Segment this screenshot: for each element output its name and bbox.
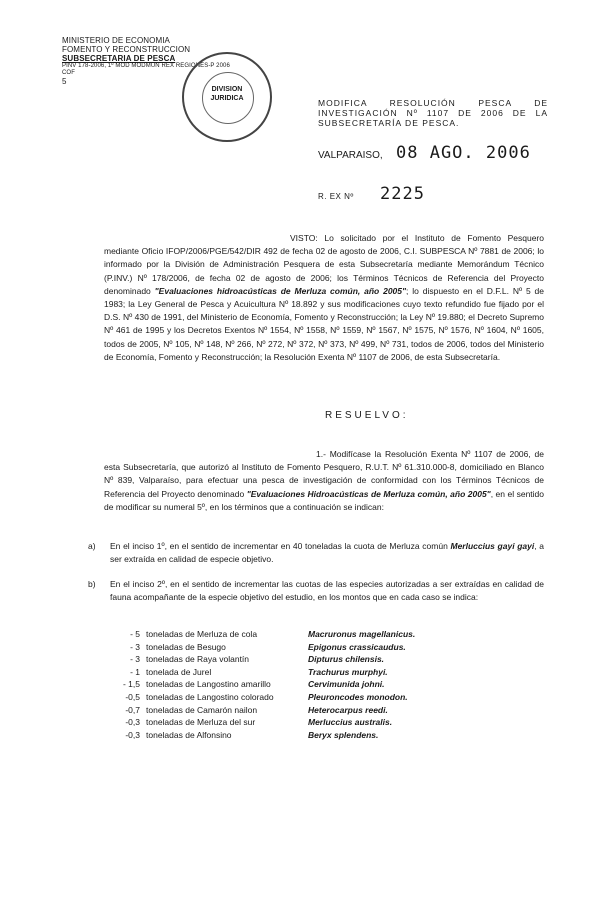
species-row	[118, 653, 558, 666]
article-text-2: , en el sentido de modificar su numeral 5º, en los términos que a continuación se indican:	[104, 488, 544, 512]
species-common-name: toneladas de Camarón nailon	[146, 704, 258, 715]
species-qty: - 3	[130, 641, 140, 652]
place-label: VALPARAISO,	[318, 150, 383, 161]
rex-number: 2225	[380, 184, 425, 204]
item-a-text-2: , a ser extraída en calidad de especie objetivo.	[110, 541, 545, 564]
species-scientific-name: Macruronus magellanicus.	[308, 629, 416, 639]
item-a-species: Merluccius gayi gayi	[450, 541, 535, 551]
file-reference-2: COF	[62, 70, 75, 76]
species-qty: -0,5	[125, 691, 140, 702]
species-scientific-name: Cervimunida johni.	[308, 679, 385, 690]
species-scientific-name: Heterocarpus reedi.	[308, 704, 388, 715]
species-common-name: tonelada de Jurel	[146, 666, 212, 677]
species-row	[118, 628, 558, 641]
species-row	[118, 666, 558, 679]
rex-label: R. EX Nº	[318, 192, 354, 201]
item-b-label: b)	[88, 579, 96, 589]
species-common-name: toneladas de Raya volantín	[146, 654, 250, 665]
resuelvo-heading: RESUELVO:	[325, 410, 409, 421]
species-common-name: toneladas de Langostino colorado	[146, 691, 274, 702]
species-qty: - 1,5	[122, 679, 140, 690]
species-common-name: toneladas de Merluza de cola	[146, 629, 258, 639]
species-row	[118, 641, 558, 654]
species-qty: - 5	[130, 629, 140, 639]
item-b-text: En el inciso 2º, en el sentido de incrementar las cuotas de las especies autorizadas a ser extraídas en calidad de fauna acompañante de la especie objetivo del estudio, en los montos que en cada caso se indica:	[110, 579, 544, 602]
species-quota-list	[118, 628, 558, 741]
item-a-label: a)	[88, 541, 96, 551]
file-reference-3: 5	[62, 77, 67, 86]
species-scientific-name: Pleuroncodes monodon.	[308, 691, 408, 702]
item-b	[88, 578, 544, 603]
item-a-text-1: En el inciso 1º, en el sentido de incrementar en 40 toneladas la cuota de Merluza común	[110, 541, 451, 551]
species-row	[118, 716, 558, 729]
file-reference: PINV 178-2006, 1º MOD MODMUN REX REGIONES-P 2006	[62, 63, 230, 69]
species-scientific-name: Trachurus murphyi.	[308, 666, 388, 677]
species-qty: -0,3	[125, 717, 140, 728]
stamp-text-2: JURIDICA	[210, 95, 244, 102]
ministry-line-2: FOMENTO Y RECONSTRUCCION	[62, 45, 191, 54]
visto-text-2: ; lo dispuesto en el D.F.L. Nº 5 de 1983; la Ley General de Pesca y Acuicultura Nº 18.892 y sus modificaciones cuyo texto refundido fue fijado por el D.S. Nº 430 de 1991, del Ministerio de Economía, Fomento y Reconstrucción; la Ley Nº 19.880; el Decreto Supremo Nº 461 de 1995 y los Decretos Exentos Nº 1554, Nº 1558, Nº 1559, Nº 1567, Nº 1575, Nº 1576, Nº 1604, Nº 1605, todos de 2005, Nº 105, Nº 148, Nº 266, Nº 272, Nº 372, Nº 373, Nº 499, Nº 731, todos de 2006, todos del Ministerio de Economía, Fomento y Reconstrucción; la Resolución Exenta Nº 1107 de 2006, de esta Subsecretaría.	[104, 285, 544, 362]
species-common-name: toneladas de Alfonsino	[146, 729, 232, 740]
species-scientific-name: Merluccius australis.	[308, 717, 393, 728]
species-row	[118, 729, 558, 742]
species-common-name: toneladas de Langostino amarillo	[146, 679, 271, 690]
species-row	[118, 678, 558, 691]
species-qty: -0,7	[125, 704, 140, 715]
species-scientific-name: Epigonus crassicaudus.	[308, 641, 406, 652]
resolution-date: 08 AGO. 2006	[396, 143, 531, 163]
species-qty: -0,3	[125, 729, 140, 740]
species-common-name: toneladas de Merluza del sur	[146, 717, 256, 728]
resolution-title: MODIFICA RESOLUCIÓN PESCA DE INVESTIGACIÓN Nº 1107 DE 2006 DE LA SUBSECRETARÍA DE PESCA.	[318, 98, 548, 128]
visto-paragraph	[104, 232, 544, 364]
item-a	[88, 540, 545, 565]
stamp-text-1: DIVISION	[211, 86, 243, 93]
article-project-name: "Evaluaciones Hidroacústicas de Merluza común, año 2005"	[246, 488, 491, 499]
species-qty: - 1	[130, 666, 140, 677]
species-row	[118, 691, 558, 704]
ministry-line: MINISTERIO DE ECONOMIA	[62, 36, 170, 45]
visto-text-1: VISTO: Lo solicitado por el Instituto de Fomento Pesquero mediante Oficio IFOP/2006/PGE/542/DIR 492 de fecha 02 de agosto de 2006, C.I. SUBPESCA Nº 7881 de 2006; lo informado por la División de Administración Pesquera de esta Subsecretaría mediante Memorándum Técnico (P.INV.) Nº 178/2006, de fecha 02 de agosto de 2006; los Términos Técnicos de Referencia del Proyecto denominado	[104, 233, 544, 296]
subsecretaria-line: SUBSECRETARIA DE PESCA	[62, 54, 176, 63]
species-scientific-name: Dipturus chilensis.	[308, 654, 385, 665]
species-scientific-name: Beryx splendens.	[308, 729, 379, 740]
article-text-1: 1.- Modifícase la Resolución Exenta Nº 1107 de 2006, de esta Subsecretaría, que autorizó al Instituto de Fomento Pesquero, R.U.T. Nº 61.310.000-8, domiciliado en Blanco Nº 839, Valparaíso, para efectuar una pesca de investigación de conformidad con los Términos Técnicos de Referencia del Proyecto denominado	[104, 449, 544, 499]
visto-project-name: "Evaluaciones hidroacústicas de Merluza común, año 2005"	[154, 285, 407, 296]
division-stamp	[182, 52, 272, 142]
species-row	[118, 704, 558, 717]
species-common-name: toneladas de Besugo	[146, 641, 226, 652]
resolution-article-1	[104, 448, 544, 514]
species-qty: - 3	[130, 654, 140, 665]
